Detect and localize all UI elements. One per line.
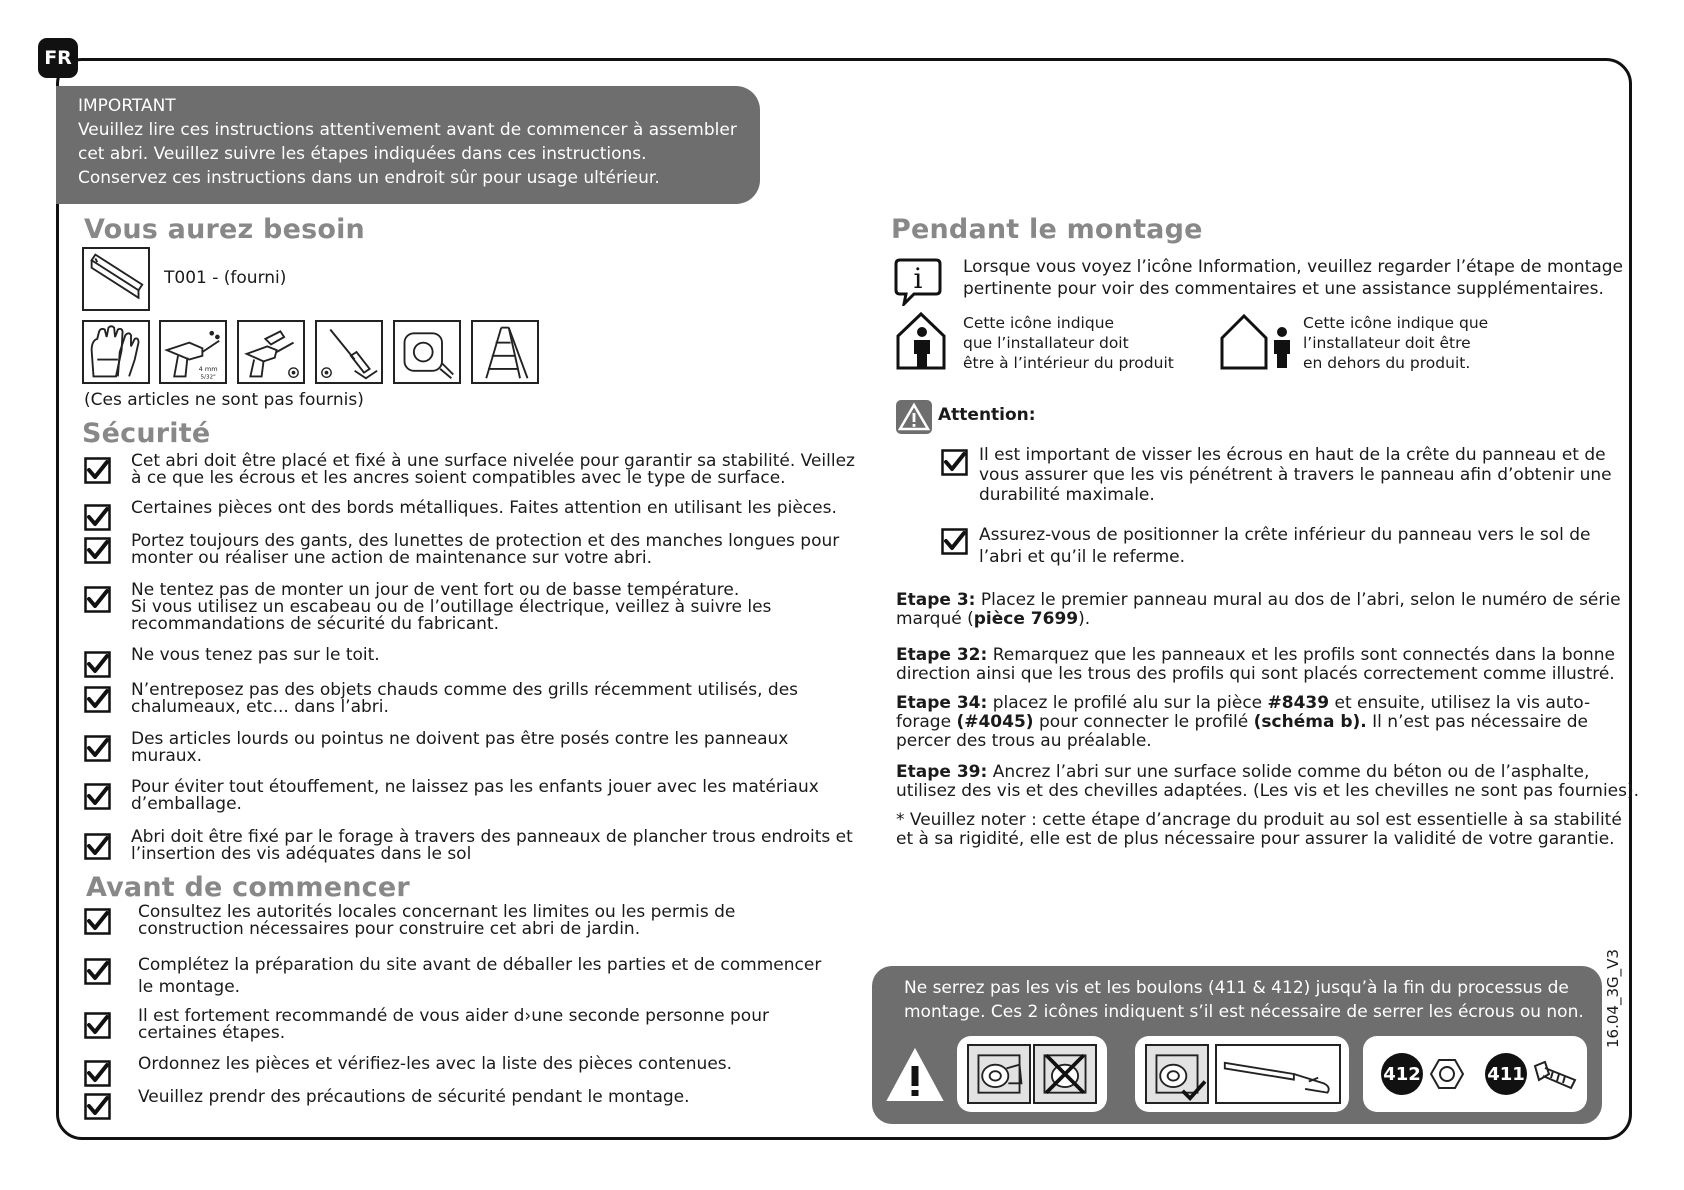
besoin-title: Vous aurez besoin	[84, 214, 365, 245]
installer-inside-icon	[894, 310, 948, 370]
inside-line: Cette icône indique	[963, 314, 1115, 332]
important-line: cet abri. Veuillez suivre les étapes indiquées dans ces instructions.	[78, 144, 647, 164]
checklist-text	[131, 682, 836, 716]
info-line: Lorsque vous voyez l’icône Information, veuillez regarder l’étape de montage	[963, 257, 1624, 277]
checklist-line: Veuillez prendr des précautions de sécurité pendant le montage.	[138, 1087, 690, 1107]
bolts-note-line: montage. Ces 2 icônes indiquent s’il est nécessaire de serrer les écrous ou non.	[904, 1002, 1584, 1022]
profile-tool-icon	[82, 247, 150, 311]
checkbox-checked-icon	[84, 457, 111, 484]
drill-bit-label: 4 mm	[198, 364, 218, 373]
outside-text	[1303, 313, 1603, 373]
checklist-line: l’abri et qu’il le referme.	[979, 547, 1186, 567]
language-badge: FR	[38, 38, 78, 78]
checklist-line: Pour éviter tout étouffement, ne laissez pas les enfants jouer avec les matériaux	[131, 777, 819, 797]
checklist-line: construction nécessaires pour construire cet abri de jardin.	[138, 919, 641, 939]
checklist-line: certaines étapes.	[138, 1023, 286, 1043]
checklist-line: Abri doit être fixé par le forage à travers des panneaux de plancher trous endroits et	[131, 827, 853, 847]
checklist-line: Ne vous tenez pas sur le toit.	[131, 645, 380, 665]
checkbox-checked-icon	[941, 528, 968, 555]
etape-text: direction ainsi que les trous des profils qui sont placés correctement comme illustré.	[896, 664, 1615, 684]
etape-text: utilisez des vis et des chevilles adaptées. (Les vis et les chevilles ne sont pas fournies).	[896, 781, 1640, 801]
checkbox-checked-icon	[84, 504, 111, 531]
checklist-line: l’insertion des vis adéquates dans le sol	[131, 844, 472, 864]
checkbox-checked-icon	[84, 651, 111, 678]
checklist-line: Ne tentez pas de monter un jour de vent fort ou de basse température.	[131, 580, 740, 600]
outside-line: Cette icône indique que	[1303, 314, 1489, 332]
tighten-card	[1135, 1036, 1349, 1112]
bolt-tightened-icon	[1145, 1044, 1209, 1104]
part-ref: #8439	[1267, 693, 1330, 713]
part-ref: (#4045)	[956, 712, 1034, 732]
document-code: 16.04_3G_V3	[1604, 949, 1622, 1048]
checklist-text	[131, 582, 836, 633]
ladder-icon	[471, 320, 539, 384]
etape-text: percer des trous au préalable.	[896, 731, 1152, 751]
wrench-icon	[1215, 1044, 1341, 1104]
etape-label: Etape 34:	[896, 693, 988, 713]
inside-line: que l’installateur doit	[963, 334, 1129, 352]
etape-label: Etape 3:	[896, 590, 976, 610]
drill-bit-label: 5/32"	[200, 374, 216, 381]
checklist-text	[131, 731, 836, 765]
securite-title: Sécurité	[82, 418, 211, 449]
etape-3	[896, 591, 1626, 629]
note-line: et à sa rigidité, elle est de plus nécessaire pour assurer la validité de votre garantie.	[896, 829, 1615, 849]
nut-icon	[1427, 1054, 1467, 1094]
tape-measure-icon	[393, 320, 461, 384]
bolt-icon	[1531, 1054, 1579, 1094]
inside-text	[963, 313, 1193, 373]
checkbox-checked-icon	[941, 449, 968, 476]
checkbox-checked-icon	[84, 735, 111, 762]
checklist-text	[138, 1089, 836, 1106]
not-supplied-note: (Ces articles ne sont pas fournis)	[84, 390, 364, 410]
checklist-line: Des articles lourds ou pointus ne doivent pas être posés contre les panneaux	[131, 729, 789, 749]
etape-label: Etape 39:	[896, 762, 988, 782]
checklist-line: Assurez-vous de positionner la crête inférieur du panneau vers le sol de	[979, 525, 1591, 545]
checklist-text	[979, 445, 1611, 505]
etape-39	[896, 762, 1640, 801]
outside-line: l’installateur doit être	[1303, 334, 1471, 352]
checklist-text	[131, 647, 836, 664]
parts-card	[1363, 1036, 1587, 1112]
etape-34	[896, 694, 1626, 751]
info-glyph: i	[913, 262, 923, 295]
no-tighten-cross-icon	[1033, 1044, 1097, 1104]
montage-title: Pendant le montage	[891, 214, 1203, 245]
checklist-line: monter ou réaliser une action de maintenance sur votre abri.	[131, 548, 653, 568]
checklist-line: à ce que les écrous et les ancres soient compatibles avec le type de surface.	[131, 468, 786, 488]
checklist-text	[131, 827, 853, 864]
checkbox-checked-icon	[84, 1093, 111, 1120]
checklist-text	[138, 1008, 836, 1042]
tool-label: T001 - (fourni)	[164, 268, 287, 288]
etape-text: Il n’est pas nécessaire de	[1366, 712, 1588, 732]
bolts-note-line: Ne serrez pas les vis et les boulons (411 & 412) jusqu’à la fin du processus de	[904, 978, 1569, 998]
etape-text: Ancrez l’abri sur une surface solide comme du béton ou de l’asphalte,	[987, 762, 1590, 782]
checkbox-checked-icon	[84, 1060, 111, 1087]
checklist-line: durabilité maximale.	[979, 485, 1155, 505]
checkbox-checked-icon	[84, 1012, 111, 1039]
checklist-text	[131, 500, 836, 517]
checkbox-checked-icon	[84, 586, 111, 613]
bolt-nut-icon	[967, 1044, 1031, 1104]
checkbox-checked-icon	[84, 537, 111, 564]
badge-412: 412	[1381, 1053, 1423, 1095]
checklist-line: d’emballage.	[131, 794, 242, 814]
gloves-icon	[82, 320, 150, 384]
checklist-line: Consultez les autorités locales concernant les limites ou les permis de	[138, 902, 736, 922]
warning-icon	[896, 400, 932, 434]
checklist-line: recommandations de sécurité du fabricant.	[131, 614, 499, 634]
part-ref: pièce 7699	[973, 609, 1079, 629]
info-text	[963, 256, 1623, 300]
info-icon	[894, 256, 942, 306]
checklist-line: N’entreposez pas des objets chauds comme des grills récemment utilisés, des	[131, 680, 799, 700]
no-tighten-card	[957, 1036, 1107, 1112]
note-line: * Veuillez noter : cette étape d’ancrage du produit au sol est essentielle à sa stabilité	[896, 810, 1622, 830]
etape-32	[896, 646, 1626, 684]
etape-text: marqué (	[896, 609, 974, 629]
etape-text: placez le profilé alu sur la pièce	[987, 693, 1268, 713]
drill-icon	[159, 320, 227, 384]
checkbox-checked-icon	[84, 783, 111, 810]
etape-text: Remarquez que les panneaux et les profils sont connectés dans la bonne	[987, 645, 1616, 665]
exclamation-warning-icon	[884, 1046, 946, 1104]
checklist-line: vous assurer que les vis pénétrent à travers le panneau afin d’obtenir une	[979, 465, 1612, 485]
checklist-line: Il est important de visser les écrous en haut de la crête du panneau et de	[979, 445, 1606, 465]
checklist-line: Si vous utilisez un escabeau ou de l’outillage électrique, veillez à suivre les	[131, 597, 772, 617]
info-line: pertinente pour voir des commentaires et une assistance supplémentaires.	[963, 279, 1604, 299]
important-title: IMPORTANT	[78, 96, 176, 116]
etape-text: ).	[1078, 609, 1091, 629]
anchoring-note	[896, 811, 1626, 849]
checklist-line: Ordonnez les pièces et vérifiez-les avec la liste des pièces contenues.	[138, 1054, 733, 1074]
checklist-text	[138, 1056, 836, 1073]
outside-line: en dehors du produit.	[1303, 354, 1471, 372]
important-banner	[56, 86, 760, 204]
badge-411: 411	[1485, 1053, 1527, 1095]
checklist-line: muraux.	[131, 746, 202, 766]
checklist-line: Cet abri doit être placé et fixé à une surface nivelée pour garantir sa stabilité. Veillez	[131, 451, 855, 471]
important-line: Veuillez lire ces instructions attentivement avant de commencer à assembler	[78, 120, 737, 140]
attention-label: Attention:	[938, 405, 1036, 425]
checklist-line: chalumeaux, etc... dans l’abri.	[131, 697, 389, 717]
etape-label: Etape 32:	[896, 645, 988, 665]
checklist-text	[138, 904, 836, 938]
checklist-line: Certaines pièces ont des bords métalliques. Faites attention en utilisant les pièces.	[131, 498, 837, 518]
checkbox-checked-icon	[84, 908, 111, 935]
checklist-text	[979, 524, 1611, 568]
checkbox-checked-icon	[84, 833, 111, 860]
etape-text: Placez le premier panneau mural au dos de l’abri, selon le numéro de série	[975, 590, 1621, 610]
screwdriver-icon	[315, 320, 383, 384]
installer-outside-icon	[1218, 310, 1300, 370]
checklist-text	[131, 531, 840, 568]
inside-line: être à l’intérieur du produit	[963, 354, 1174, 372]
checklist-line: Complétez la préparation du site avant de déballer les parties et de commencer	[138, 955, 822, 975]
checklist-line: Il est fortement recommandé de vous aider d›une seconde personne pour	[138, 1006, 769, 1026]
etape-text: pour connecter le profilé	[1033, 712, 1254, 732]
screwdriver-drill-icon	[237, 320, 305, 384]
part-ref: (schéma b).	[1253, 712, 1367, 732]
avant-title: Avant de commencer	[86, 872, 410, 903]
checklist-text	[138, 954, 836, 998]
checkbox-checked-icon	[84, 686, 111, 713]
etape-text: et ensuite, utilisez la vis auto-	[1329, 693, 1591, 713]
checklist-line: Portez toujours des gants, des lunettes de protection et des manches longues pour	[131, 531, 840, 551]
checklist-text	[131, 451, 855, 488]
etape-text: forage	[896, 712, 957, 732]
checkbox-checked-icon	[84, 958, 111, 985]
checklist-text	[131, 779, 836, 813]
important-line: Conservez ces instructions dans un endroit sûr pour usage ultérieur.	[78, 168, 660, 188]
checklist-line: le montage.	[138, 977, 241, 997]
